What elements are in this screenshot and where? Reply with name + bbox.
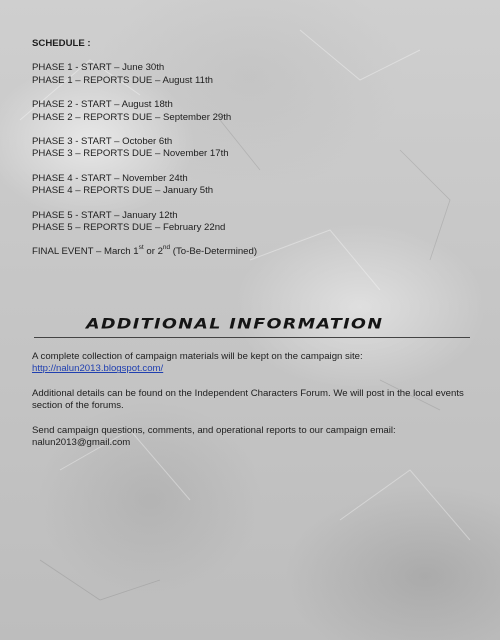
final-event-prefix: FINAL EVENT – March 1 — [32, 246, 139, 258]
campaign-site-paragraph — [32, 351, 472, 376]
campaign-email[interactable]: nalun2013@gmail.com — [32, 437, 131, 449]
section-divider — [34, 337, 470, 338]
schedule-heading: SCHEDULE : — [32, 38, 91, 49]
schedule-section — [32, 38, 472, 259]
phase-2-block — [32, 99, 472, 124]
phase-3-reports-due: PHASE 3 – REPORTS DUE – November 17th — [32, 148, 229, 160]
additional-information-title: ADDITIONAL INFORMATION — [86, 316, 384, 333]
phase-1-start: PHASE 1 - START – June 30th — [32, 62, 165, 74]
forum-paragraph: Additional details can be found on the Independent Characters Forum. We will post in the local events section of the forums. — [32, 387, 464, 412]
email-text: Send campaign questions, comments, and operational reports to our campaign email: — [32, 424, 396, 436]
phase-5-start: PHASE 5 - START – January 12th — [32, 209, 178, 221]
email-paragraph — [32, 425, 472, 450]
final-event-sup-1: st — [138, 244, 144, 252]
phase-5-block — [32, 210, 472, 235]
phase-2-reports-due: PHASE 2 – REPORTS DUE – September 29th — [32, 111, 232, 123]
campaign-site-text: A complete collection of campaign materials will be kept on the campaign site: — [32, 351, 363, 362]
additional-information-section — [32, 351, 472, 461]
phase-1-block — [32, 62, 472, 87]
phase-5-reports-due: PHASE 5 – REPORTS DUE – February 22nd — [32, 222, 226, 234]
phase-4-block — [32, 173, 472, 198]
phase-4-reports-due: PHASE 4 – REPORTS DUE – January 5th — [32, 185, 214, 197]
additional-information-header — [34, 314, 470, 344]
final-event-sup-2: nd — [162, 244, 171, 252]
phase-3-start: PHASE 3 - START – October 6th — [32, 136, 173, 148]
phase-1-reports-due: PHASE 1 – REPORTS DUE – August 11th — [32, 74, 213, 86]
phase-3-block — [32, 136, 472, 161]
phase-2-start: PHASE 2 - START – August 18th — [32, 99, 173, 111]
final-event-line — [32, 246, 472, 258]
final-event-suffix: (To-Be-Determined) — [170, 246, 258, 258]
campaign-site-link[interactable]: http://nalun2013.blogspot.com/ — [32, 363, 164, 375]
phase-4-start: PHASE 4 - START – November 24th — [32, 172, 188, 184]
final-event-middle: or 2 — [143, 246, 163, 258]
